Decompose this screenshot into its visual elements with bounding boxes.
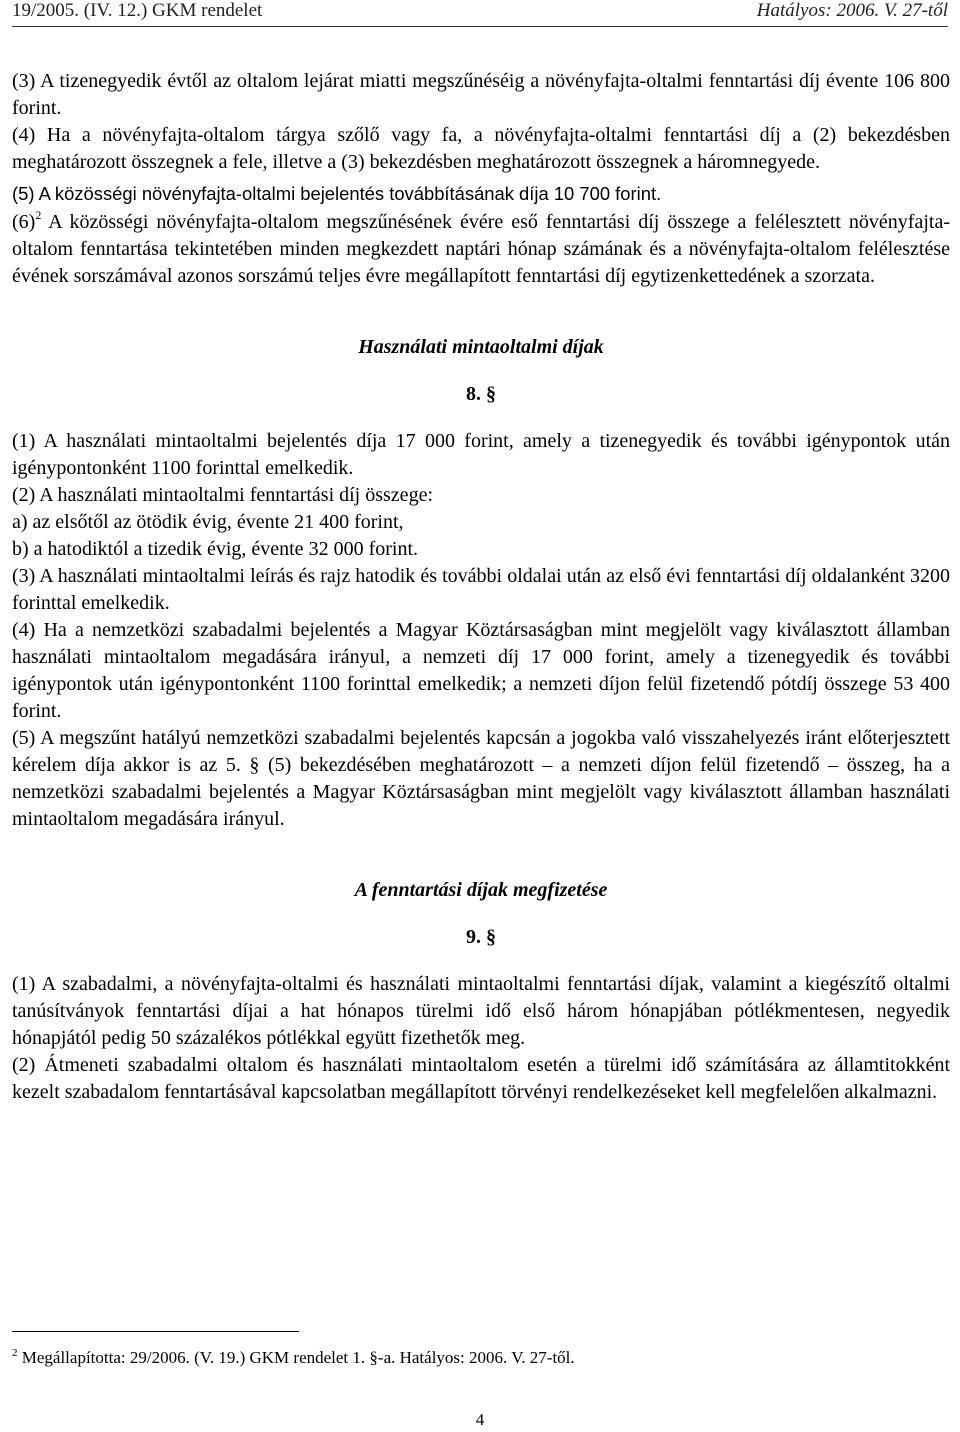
paragraph-8-2: (2) A használati mintaoltalmi fenntartási díj összege: bbox=[12, 484, 433, 506]
paragraph-8-1: (1) A használati mintaoltalmi bejelentés díja 17 000 forint, amely a tizenegyedik és további igénypontok után igénypontonként 1100 forinttal emelkedik. bbox=[12, 430, 950, 479]
footnote bbox=[12, 1348, 575, 1368]
section-9-title: A fenntartási díjak megfizetése bbox=[354, 879, 608, 901]
paragraph-7-4: (4) Ha a növényfajta-oltalom tárgya szőlő vagy fa, a növényfajta-oltalmi fenntartási díj a (2) bekezdésben meghatározott összegnek a fele, illetve a (3) bekezdésben meghatározott összegnek a háromnegyede. bbox=[12, 124, 950, 173]
paragraph-7-5: (5) A közösségi növényfajta-oltalmi bejelentés továbbításának díja 10 700 forint. bbox=[12, 183, 662, 204]
footnote-reference[interactable]: 2 bbox=[35, 208, 42, 222]
paragraph-7-6 bbox=[12, 209, 950, 290]
page-header bbox=[12, 0, 948, 24]
paragraph-9-2: (2) Átmeneti szabadalmi oltalom és használati mintaoltalom esetén a türelmi idő számítására az államtitokként kezelt szabadalom fenntartásával kapcsolatban megállapított törvényi rendelkezéseket kell megfelelően alkalmazni. bbox=[12, 1054, 950, 1103]
paragraph-7-6-text: A közösségi növényfajta-oltalom megszűnésének évére eső fenntartási díj összege a felélesztett növényfajta-oltalom fenntartása tekintetében minden megkezdett naptári hónap számának és a növényfajta-oltalom felélesztése évének sorszámával azonos sorszámú teljes évre megállapított fenntartási díj egytizenkettedének a szorzata. bbox=[12, 211, 950, 287]
header-effective-date: Hatályos: 2006. V. 27-től bbox=[756, 0, 948, 21]
paragraph-8-5: (5) A megszűnt hatályú nemzetközi szabadalmi bejelentés kapcsán a jogokba való visszahelyezés iránt előterjesztett kérelem díja akkor is az 5. § (5) bekezdésében meghatározott – a nemzeti díjon felül fizetendő – összeg, ha a nemzetközi szabadalmi bejelentés a Magyar Köztársaságban mint megjelölt vagy kiválasztott államban használati mintaoltalom megadására irányul. bbox=[12, 727, 950, 830]
paragraph-7-3: (3) A tizenegyedik évtől az oltalom lejárat miatti megszűnéséig a növényfajta-oltalmi fenntartási díj évente 106 800 forint. bbox=[12, 70, 950, 119]
footnote-marker: 2 bbox=[12, 1347, 18, 1359]
paragraph-9-1: (1) A szabadalmi, a növényfajta-oltalmi és használati mintaoltalmi fenntartási díjak, valamint a kiegészítő oltalmi tanúsítványok fenntartási díjai a hat hónapos türelmi idő első három hónapjában pótlékmentesen, negyedik hónapjától pedig 50 százalékos pótlékkal együtt fizethetők meg. bbox=[12, 973, 950, 1049]
paragraph-7-6-prefix: (6) bbox=[12, 211, 36, 233]
page-number: 4 bbox=[475, 1410, 485, 1429]
section-8-title: Használati mintaoltalmi díjak bbox=[358, 336, 604, 358]
document-body bbox=[12, 68, 950, 1106]
header-regulation-title: 19/2005. (IV. 12.) GKM rendelet bbox=[12, 0, 263, 21]
header-divider bbox=[12, 26, 948, 27]
section-9-number: 9. § bbox=[466, 926, 496, 948]
footnote-text: Megállapította: 29/2006. (V. 19.) GKM rendelet 1. §-a. Hatályos: 2006. V. 27-től. bbox=[17, 1348, 575, 1367]
paragraph-8-2-a: a) az elsőtől az ötödik évig, évente 21 400 forint, bbox=[12, 511, 404, 533]
paragraph-8-2-b: b) a hatodiktól a tizedik évig, évente 32 000 forint. bbox=[12, 538, 418, 560]
footnote-divider bbox=[12, 1331, 299, 1332]
section-8-number: 8. § bbox=[466, 383, 496, 405]
paragraph-8-4: (4) Ha a nemzetközi szabadalmi bejelentés a Magyar Köztársaságban mint megjelölt vagy kiválasztott államban használati mintaoltalom megadására irányul, a nemzeti díj 17 000 forint, amely a tizenegyedik és további igénypontok után igénypontonként 1100 forinttal emelkedik; a nemzeti díjon felül fizetendő pótdíj összege 53 400 forint. bbox=[12, 619, 950, 722]
paragraph-8-3: (3) A használati mintaoltalmi leírás és rajz hatodik és további oldalai után az első évi fenntartási díj oldalanként 3200 forinttal emelkedik. bbox=[12, 565, 950, 614]
